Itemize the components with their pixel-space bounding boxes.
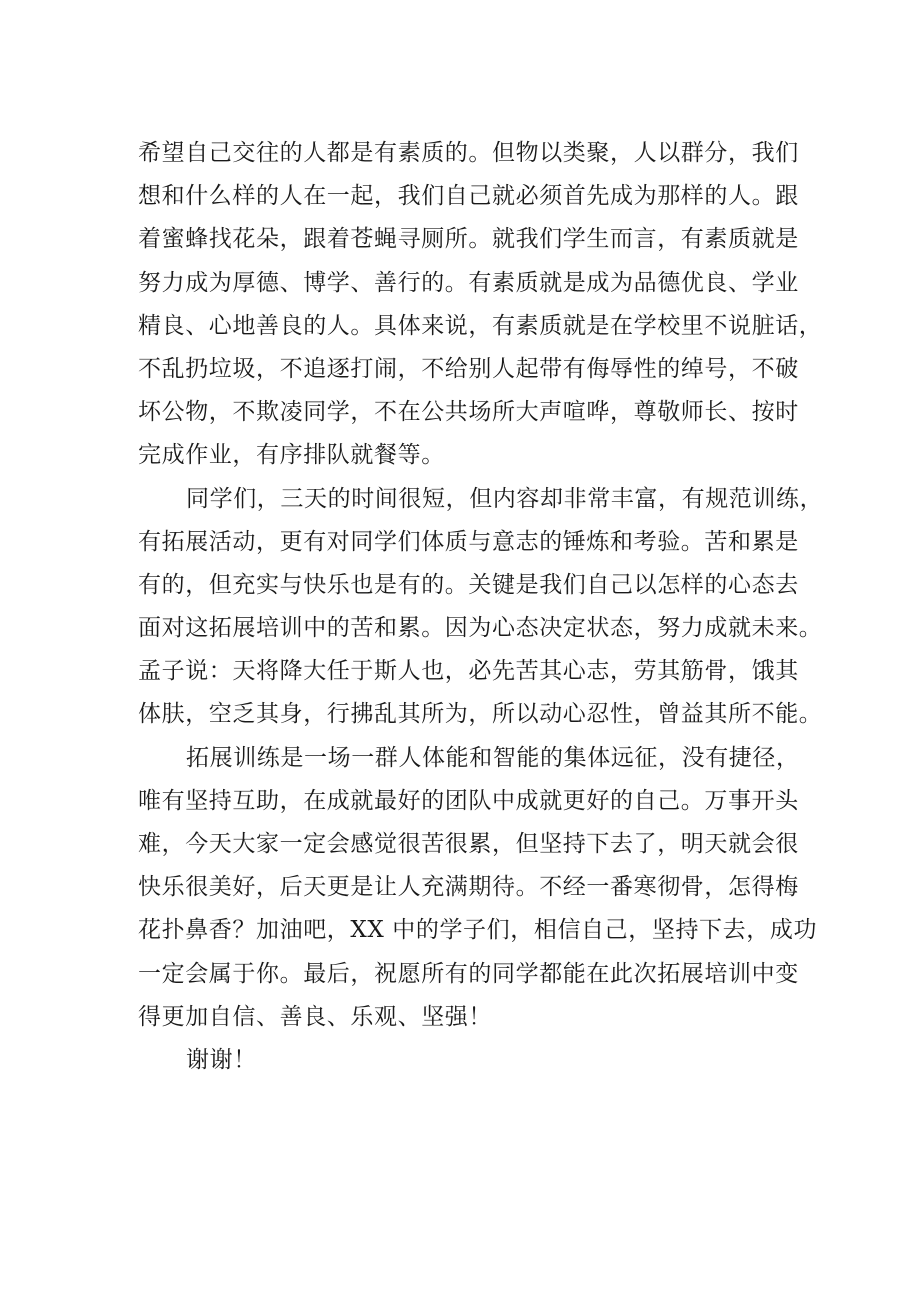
text-line: 一定会属于你。最后，祝愿所有的同学都能在此次拓展培训中变 xyxy=(138,960,799,987)
paragraph-3 xyxy=(138,737,818,1039)
text-line: 希望自己交往的人都是有素质的。但物以类聚，人以群分，我们 xyxy=(138,140,799,166)
text-line: 花扑鼻香？加油吧，XX 中的学子们，相信自己，坚持下去，成功 xyxy=(138,917,818,944)
text-line: 有的，但充实与快乐也是有的。关键是我们自己以怎样的心态去 xyxy=(138,571,799,598)
text-line: 快乐很美好，后天更是让人充满期待。不经一番寒彻骨，怎得梅 xyxy=(138,874,799,901)
text-line: 面对这拓展培训中的苦和累。因为心态决定状态，努力成就未来。 xyxy=(138,615,823,642)
text-line: 孟子说：天将降大任于斯人也，必先苦其心志，劳其筋骨，饿其 xyxy=(138,658,799,685)
closing-line: 谢谢！ xyxy=(186,1046,257,1073)
paragraph-2 xyxy=(138,478,824,737)
text-line: 同学们，三天的时间很短，但内容却非常丰富，有规范训练， xyxy=(186,485,824,512)
text-line: 唯有坚持互助，在成就最好的团队中成就更好的自己。万事开头 xyxy=(138,787,799,814)
text-line: 不乱扔垃圾，不追逐打闹，不给别人起带有侮辱性的绰号，不破 xyxy=(138,355,799,382)
paragraph-1 xyxy=(138,132,823,478)
text-line: 坏公物，不欺凌同学，不在公共场所大声喧哗，尊敬师长、按时 xyxy=(138,399,799,426)
text-line: 努力成为厚德、博学、善行的。有素质就是成为品德优良、学业 xyxy=(138,269,799,296)
text-line: 着蜜蜂找花朵，跟着苍蝇寻厕所。就我们学生而言，有素质就是 xyxy=(138,226,799,253)
text-line: 得更加自信、善良、乐观、坚强！ xyxy=(138,1003,492,1030)
text-line: 体肤，空乏其身，行拂乱其所为，所以动心忍性，曾益其所不能。 xyxy=(138,701,823,728)
document-body xyxy=(138,132,824,1082)
text-line: 精良、心地善良的人。具体来说，有素质就是在学校里不说脏话， xyxy=(138,312,823,339)
paragraph-4 xyxy=(138,1039,798,1082)
text-line: 想和什么样的人在一起，我们自己就必须首先成为那样的人。跟 xyxy=(138,183,799,210)
text-line: 有拓展活动，更有对同学们体质与意志的锤炼和考验。苦和累是 xyxy=(138,528,799,555)
text-line: 拓展训练是一场一群人体能和智能的集体远征，没有捷径， xyxy=(186,744,800,771)
text-line: 完成作业，有序排队就餐等。 xyxy=(138,442,445,469)
text-line: 难，今天大家一定会感觉很苦很累，但坚持下去了，明天就会很 xyxy=(138,831,799,857)
